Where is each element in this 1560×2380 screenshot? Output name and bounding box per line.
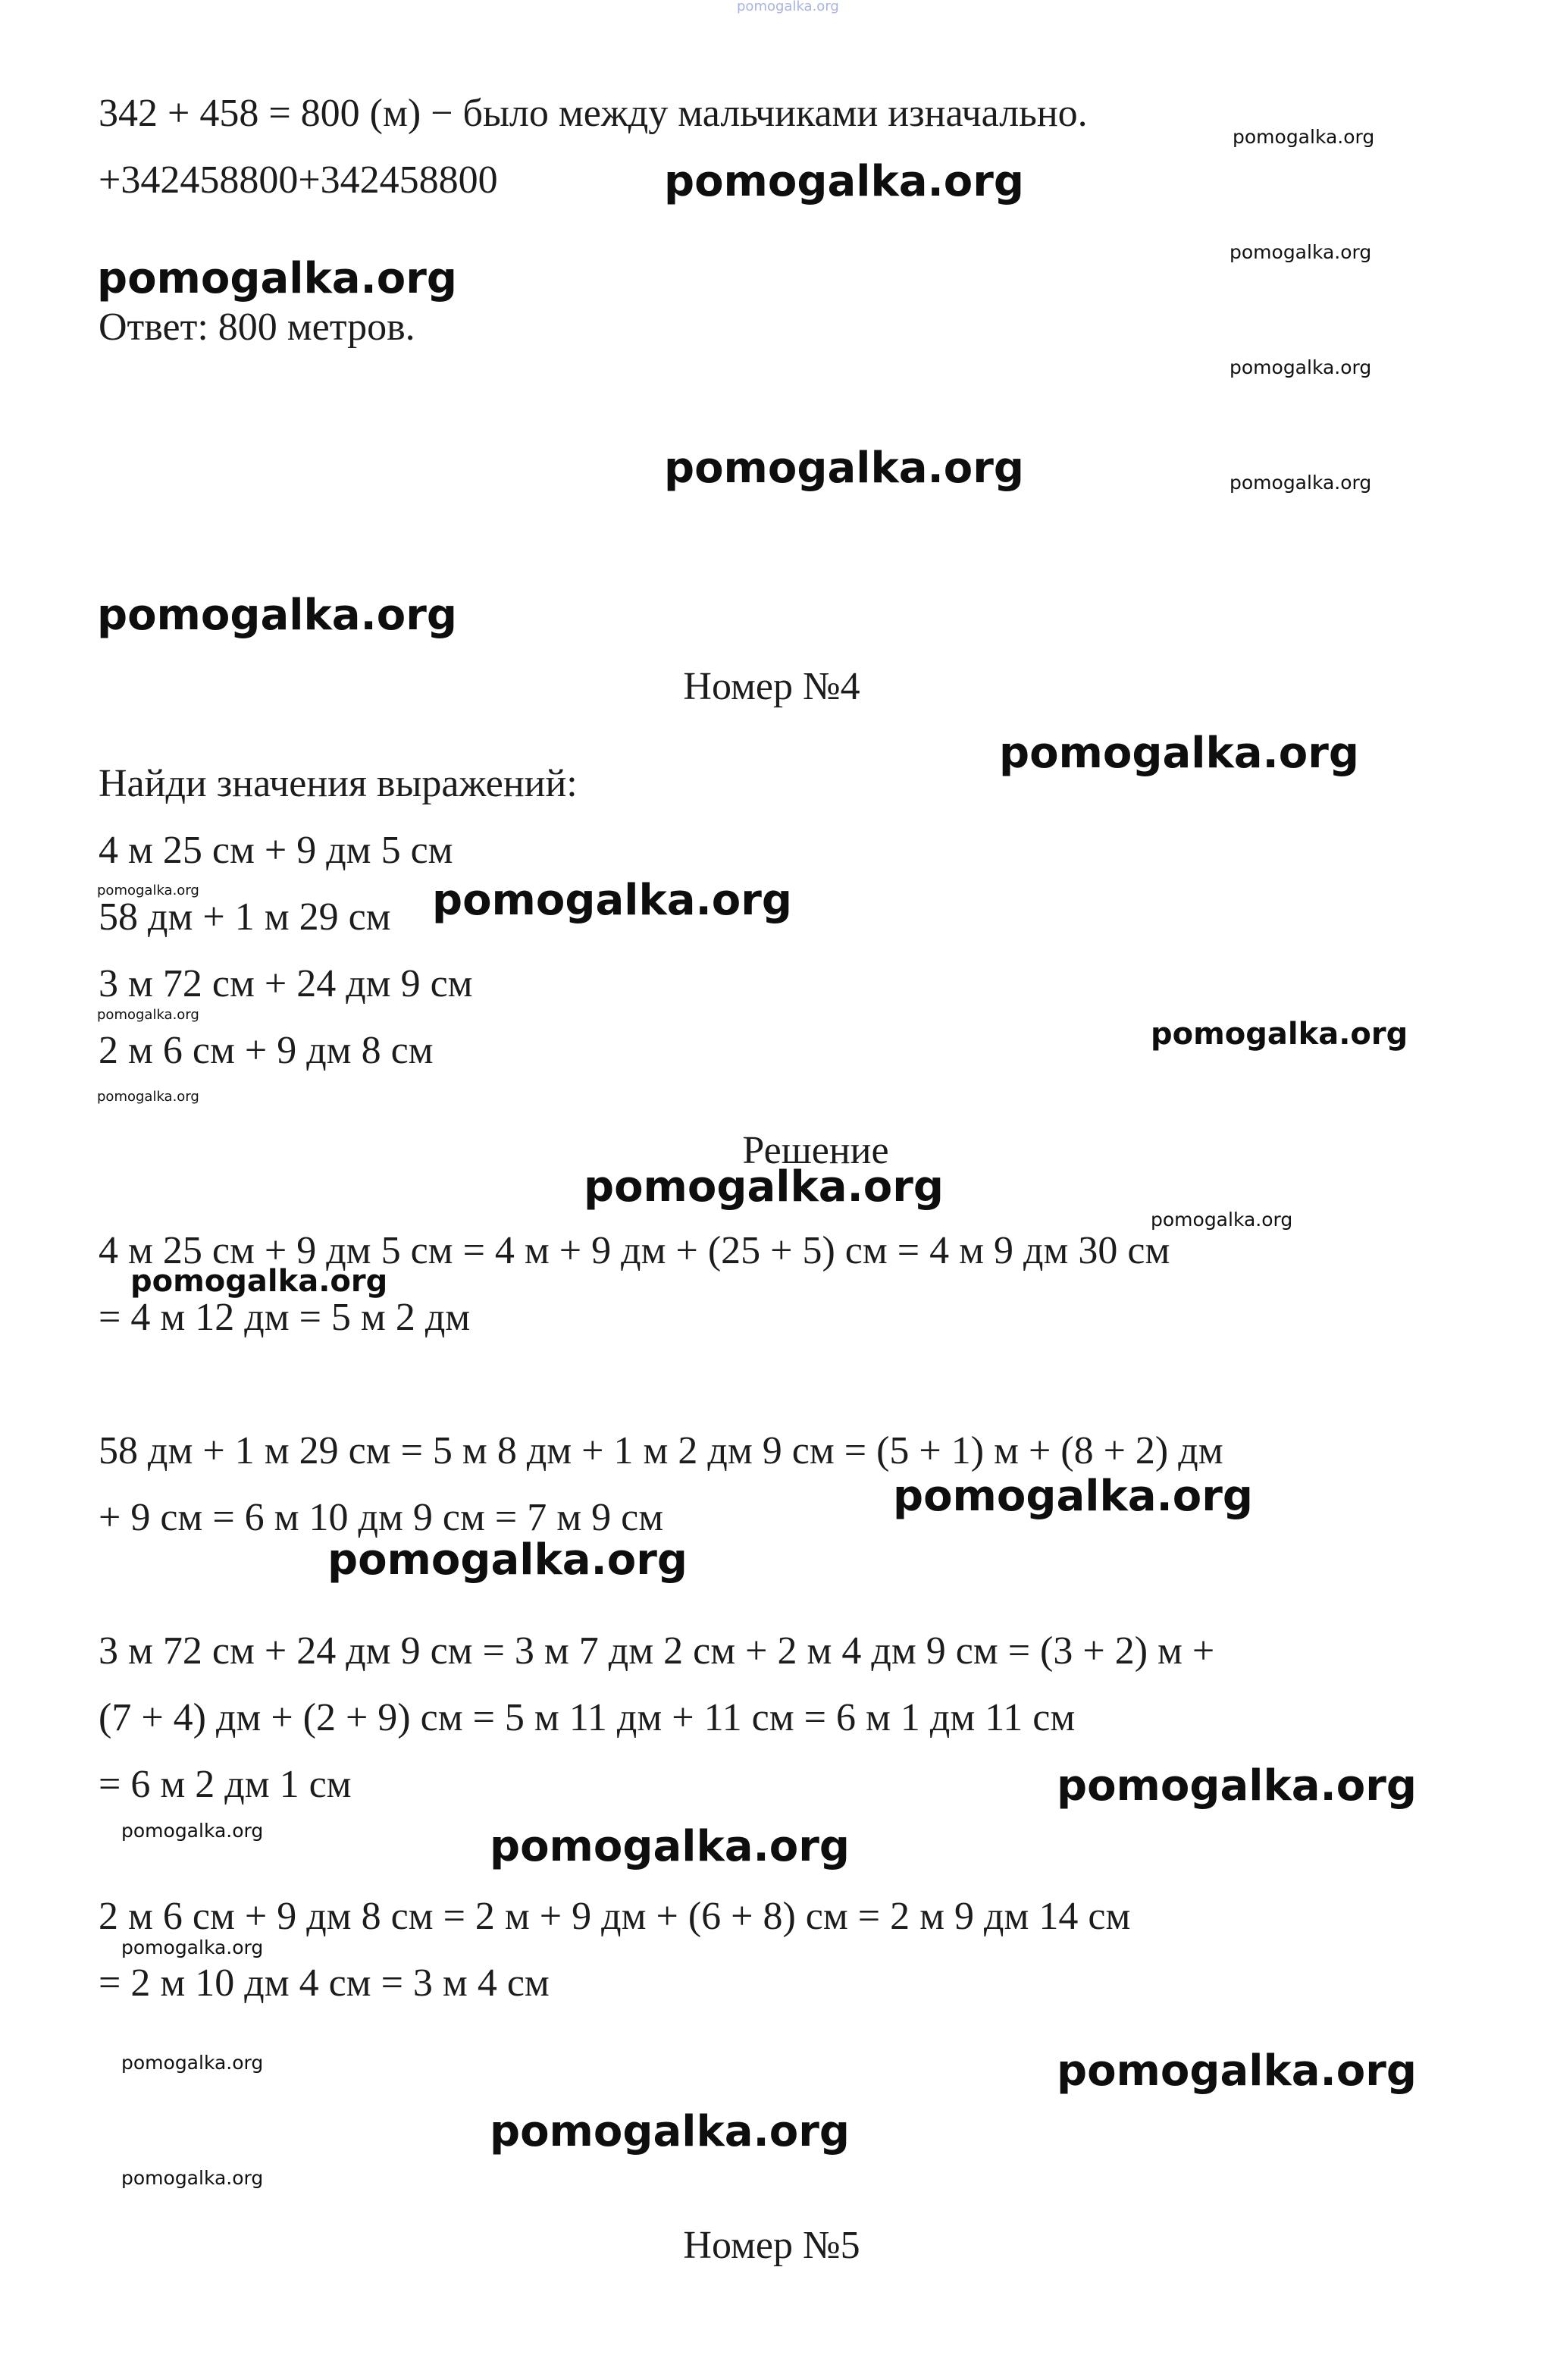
watermark: pomogalka.org [121, 2167, 264, 2189]
watermark: pomogalka.org [584, 1162, 944, 1212]
solution-line: 58 дм + 1 м 29 см = 5 м 8 дм + 1 м 2 дм 9 см = (5 + 1) м + (8 + 2) дм [99, 1429, 1223, 1472]
watermark: pomogalka.org [664, 157, 1024, 206]
solution-line: (7 + 4) дм + (2 + 9) см = 5 м 11 дм + 11 см = 6 м 1 дм 11 см [99, 1696, 1076, 1739]
prev-solution-line: 342 + 458 = 800 (м) − было между мальчиками изначально. [99, 92, 1088, 135]
prev-answer: Ответ: 800 метров. [99, 306, 415, 349]
task4-prompt: Найди значения выражений: [99, 762, 578, 805]
solution-line: = 2 м 10 дм 4 см = 3 м 4 см [99, 1961, 550, 2005]
solution-line: 2 м 6 см + 9 дм 8 см = 2 м + 9 дм + (6 + 8) см = 2 м 9 дм 14 см [99, 1895, 1131, 1938]
watermark: pomogalka.org [121, 1820, 264, 1842]
watermark: pomogalka.org [97, 591, 457, 640]
watermark: pomogalka.org [1230, 241, 1372, 263]
watermark: pomogalka.org [664, 444, 1024, 493]
solution-line: 3 м 72 см + 24 дм 9 см = 3 м 7 дм 2 см + 2 м 4 дм 9 см = (3 + 2) м + [99, 1629, 1215, 1673]
task4-expression: 3 м 72 см + 24 дм 9 см [99, 962, 473, 1005]
task4-expression: 2 м 6 см + 9 дм 8 см [99, 1029, 434, 1072]
watermark: pomogalka.org [97, 1007, 199, 1023]
watermark: pomogalka.org [490, 2107, 850, 2156]
solution-line: = 6 м 2 дм 1 см [99, 1763, 352, 1806]
solution-title: Решение [742, 1129, 889, 1172]
watermark: pomogalka.org [1057, 1761, 1417, 1811]
solution-line: 4 м 25 см + 9 дм 5 см = 4 м + 9 дм + (25 + 5) см = 4 м 9 дм 30 см [99, 1229, 1170, 1272]
task4-title: Номер №4 [683, 665, 860, 708]
watermark: pomogalka.org [97, 883, 199, 898]
watermark: pomogalka.org [1151, 1209, 1293, 1231]
task4-expression: 4 м 25 см + 9 дм 5 см [99, 829, 453, 872]
solution-line: + 9 см = 6 м 10 дм 9 см = 7 м 9 см [99, 1496, 664, 1539]
prev-solution-column: +342458800+342458800 [99, 158, 498, 202]
watermark: pomogalka.org [1230, 472, 1372, 494]
watermark: pomogalka.org [97, 1089, 199, 1105]
solution-line: = 4 м 12 дм = 5 м 2 дм [99, 1296, 471, 1339]
watermark-top: pomogalka.org [737, 0, 839, 14]
watermark: pomogalka.org [490, 1822, 850, 1871]
watermark: pomogalka.org [327, 1535, 688, 1585]
watermark: pomogalka.org [1230, 356, 1372, 378]
watermark: pomogalka.org [1057, 2046, 1417, 2096]
watermark: pomogalka.org [432, 876, 792, 925]
task4-expression: 58 дм + 1 м 29 см [99, 895, 391, 939]
watermark: pomogalka.org [130, 1264, 388, 1299]
watermark: pomogalka.org [893, 1472, 1253, 1521]
watermark: pomogalka.org [121, 1936, 264, 1958]
watermark: pomogalka.org [1151, 1017, 1408, 1052]
watermark: pomogalka.org [97, 254, 457, 303]
watermark: pomogalka.org [1233, 126, 1375, 148]
task5-title: Номер №5 [683, 2224, 860, 2267]
watermark: pomogalka.org [999, 729, 1359, 778]
watermark: pomogalka.org [121, 2052, 264, 2074]
